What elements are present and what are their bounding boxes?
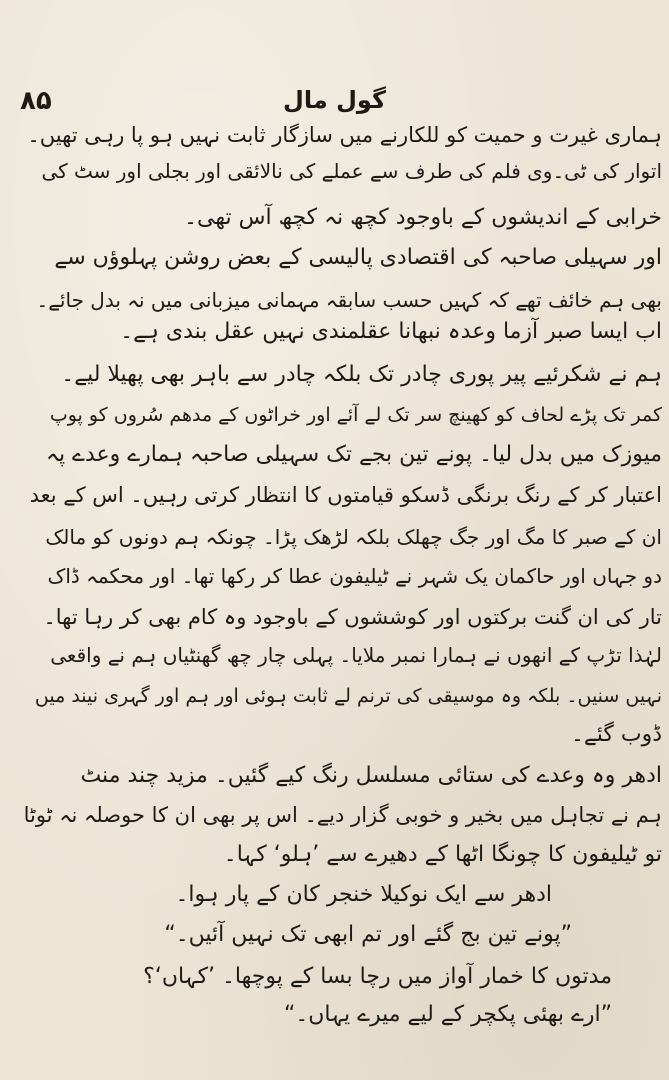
text-line: ڈوب گئے۔ [570,722,662,747]
text-line: ہم نے تجاہل میں بخیر و خوبی گزار دیے۔ اس پر بھی ان کا حوصلہ نہ ٹوٹا [23,803,662,827]
text-line: کمر تک پڑے لحاف کو کھینچ سر تک لے آئے اور خراٹوں کے مدھم سُروں کو پوپ [49,404,662,426]
text-line: ”ارے بھئی پکچر کے لیے میرے یہاں۔“ [283,1002,612,1027]
text-line: ہم نے شکرئیے پیر پوری چادر تک بلکہ چادر سے باہر بھی پھیلا لیے۔ [61,362,662,387]
text-line: ادھر وہ وعدے کی ستائی مسلسل رنگ کیے گئیں۔ مزید چند منٹ [80,763,662,788]
text-line: ان کے صبر کا مگ اور جگ چھلک بلکہ لڑھک پڑا۔ چونکہ ہم دونوں کو مالک [45,525,662,549]
page-number: ۸۵ [20,86,52,116]
text-line: نہیں سنیں۔ بلکہ وہ موسیقی کی ترنم لے ثابت ہوئی اور ہم اور گہری نیند میں [34,685,662,707]
text-line: مدتوں کا خمار آواز میں رچا بسا کے پوچھا۔ ’کہاں‘؟ [143,964,612,989]
text-line: دو جہاں اور حاکمان یک شہر نے ٹیلیفون عطا کر رکھا تھا۔ اور محکمہ ڈاک [47,564,662,588]
text-line: خرابی کے اندیشوں کے باوجود کچھ نہ کچھ آس تھی۔ [184,205,662,230]
text-line: ”پونے تین بج گئے اور تم ابھی تک نہیں آئیں۔“ [164,922,572,947]
text-line: اب ایسا صبر آزما وعدہ نبھانا عقلمندی نہیں عقل بندی ہے۔ [120,319,662,344]
text-line: تو ٹیلیفون کا چونگا اٹھا کے دھیرے سے ’ہلو‘ کہا۔ [223,842,662,867]
text-line: ہماری غیرت و حمیت کو للکارنے میں سازگار ثابت نہیں ہو پا رہی تھیں۔ [27,123,662,147]
text-line: میوزک میں بدل لیا۔ پونے تین بجے تک سہیلی صاحبہ ہمارے وعدے پہ [46,442,662,467]
text-line: بھی ہم خائف تھے کہ کہیں حسب سابقہ مہمانی میزبانی میں نہ بدل جائے۔ [36,288,662,312]
text-line: تار کی ان گنت برکتوں اور کوششوں کے باوجود وہ کام بھی کر رہا تھا۔ [43,605,662,629]
text-line: اتوار کی ٹی۔وی فلم کی طرف سے عملے کی نالائقی اور بجلی اور سٹ کی [41,159,662,183]
text-line: اعتبار کر کے رنگ برنگی ڈسکو قیامتوں کا انتظار کرتی رہیں۔ اس کے بعد [29,483,662,507]
text-line: لہٰذا تڑپ کے انھوں نے ہمارا نمبر ملایا۔ پہلی چار چھ گھنٹیاں ہم نے واقعی [50,643,662,667]
text-line: اور سہیلی صاحبہ کی اقتصادی پالیسی کے بعض روشن پہلوؤں سے [54,245,662,270]
text-line: ادھر سے ایک نوکیلا خنجر کان کے پار ہوا۔ [175,882,552,907]
running-header: گول مال [283,86,386,114]
